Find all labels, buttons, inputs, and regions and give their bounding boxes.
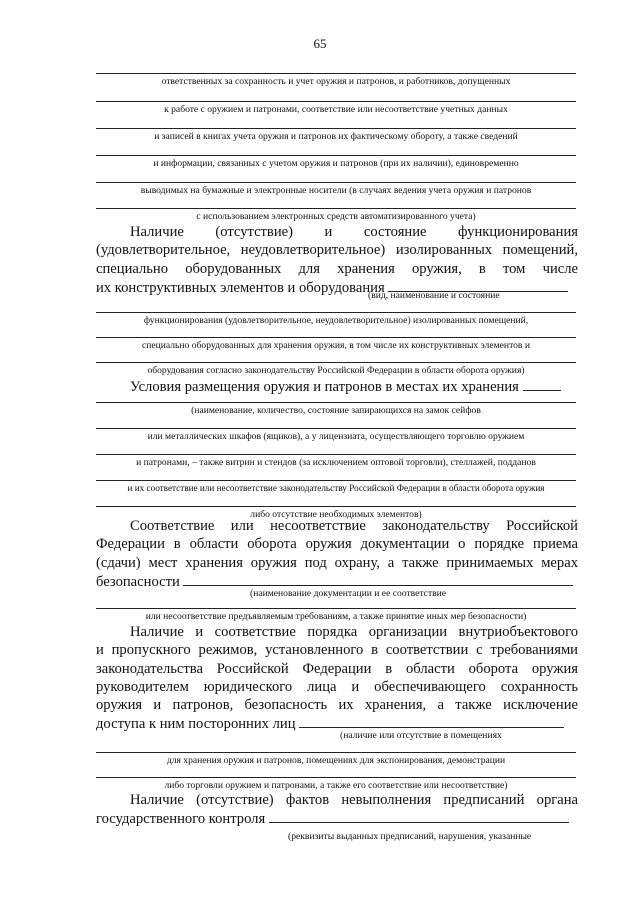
section-paragraph bbox=[96, 377, 578, 396]
blank-line bbox=[96, 73, 576, 74]
section-paragraph bbox=[96, 623, 578, 734]
field-caption: (вид, наименование и состояние bbox=[368, 290, 500, 301]
section-paragraph bbox=[96, 791, 578, 829]
paragraph-line: руководителем юридического лица и обеспечивающего сохранность bbox=[96, 678, 578, 695]
blank-line bbox=[96, 312, 576, 313]
field-caption: либо отсутствие необходимых элементов) bbox=[250, 509, 422, 520]
paragraph-line-text: государственного контроля bbox=[96, 811, 266, 828]
field-caption: и записей в книгах учета оружия и патронов их фактическому обороту, а также сведений bbox=[154, 131, 518, 142]
paragraph-line: Федерации в области оборота оружия документации о порядке приема bbox=[96, 536, 578, 553]
field-caption: (наличие или отсутствие в помещениях bbox=[340, 730, 502, 741]
fill-in-line bbox=[299, 714, 564, 728]
field-caption: оборудования согласно законодательству Российской Федерации в области оборота оружия) bbox=[147, 365, 525, 376]
blank-line bbox=[96, 337, 576, 338]
blank-line bbox=[96, 155, 576, 156]
blank-line bbox=[96, 608, 576, 609]
paragraph-line: и пропускного режимов, установленного в соответствии с требованиями bbox=[96, 642, 578, 659]
field-caption: либо торговли оружием и патронами, а также его соответствие или несоответствие) bbox=[164, 780, 508, 791]
paragraph-line-text: их конструктивных элементов и оборудования bbox=[96, 279, 385, 296]
field-caption: к работе с оружием и патронами, соответствие или несоответствие учетных данных bbox=[164, 104, 508, 115]
paragraph-line bbox=[96, 714, 578, 733]
section-paragraph bbox=[96, 223, 578, 297]
field-caption: и их соответствие или несоответствие законодательству Российской Федерации в области оборота оружия bbox=[127, 483, 545, 493]
page-number: 65 bbox=[313, 36, 327, 51]
blank-line bbox=[96, 362, 576, 363]
field-caption: с использованием электронных средств автоматизированного учета) bbox=[196, 211, 476, 222]
field-caption: и информации, связанных с учетом оружия и патронов (при их наличии), единовременно bbox=[153, 158, 519, 169]
paragraph-line: законодательства Российской Федерации в области оборота оружия bbox=[96, 660, 578, 677]
blank-line bbox=[96, 128, 576, 129]
paragraph-line: (сдачи) мест хранения оружия под охрану, а также принимаемых мерах bbox=[96, 554, 578, 571]
blank-line bbox=[96, 454, 576, 455]
blank-line bbox=[96, 402, 576, 403]
paragraph-line: специально оборудованных для хранения оружия, в том числе bbox=[96, 260, 578, 277]
paragraph-line-text: безопасности bbox=[96, 573, 180, 590]
paragraph-line: Наличие (отсутствие) и состояние функционирования bbox=[130, 224, 578, 240]
field-caption: (наименование документации и ее соответствие bbox=[250, 588, 447, 599]
blank-line bbox=[96, 480, 576, 481]
field-caption: или несоответствие предъявляемым требованиям, а также принятие иных мер безопасности) bbox=[145, 611, 527, 622]
section-paragraph bbox=[96, 517, 578, 591]
blank-line bbox=[96, 777, 576, 778]
field-caption: функционирования (удовлетворительное, неудовлетворительное) изолированных помещений, bbox=[143, 315, 529, 326]
paragraph-line bbox=[96, 278, 578, 297]
paragraph-line-text: Условия размещения оружия и патронов в местах их хранения bbox=[130, 379, 519, 395]
paragraph-line-text: доступа к ним посторонних лиц bbox=[96, 716, 296, 733]
blank-line bbox=[96, 182, 576, 183]
blank-line bbox=[96, 101, 576, 102]
blank-line bbox=[96, 506, 576, 507]
paragraph-line: Наличие и соответствие порядка организации внутриобъектового bbox=[130, 624, 578, 640]
blank-line bbox=[96, 752, 576, 753]
field-caption: или металлических шкафов (ящиков), а у лицензиата, осуществляющего торговлю оружием bbox=[147, 431, 525, 442]
paragraph-line: Соответствие или несоответствие законодательству Российской bbox=[130, 518, 578, 534]
field-caption: выводимых на бумажные и электронные носители (в случаях ведения учета оружия и патронов bbox=[140, 185, 532, 196]
field-caption: специально оборудованных для хранения оружия, в том числе их конструктивных элементов и bbox=[141, 340, 530, 351]
paragraph-line bbox=[96, 377, 578, 396]
paragraph-line: оружия и патронов, безопасность их хранения, а также исключение bbox=[96, 697, 578, 714]
fill-in-line bbox=[269, 809, 569, 823]
field-caption: для хранения оружия и патронов, помещениях для экспонирования, демонстрации bbox=[166, 755, 506, 766]
field-caption: (реквизиты выданных предписаний, нарушения, указанные bbox=[288, 831, 532, 842]
blank-line bbox=[96, 428, 576, 429]
paragraph-line: Наличие (отсутствие) фактов невыполнения предписаний органа bbox=[130, 792, 578, 808]
field-caption: (наименование, количество, состояние запирающихся на замок сейфов bbox=[191, 405, 481, 416]
field-caption: ответственных за сохранность и учет оружия и патронов, и работников, допущенных bbox=[161, 76, 511, 87]
paragraph-line: (удовлетворительное, неудовлетворительное) изолированных помещений, bbox=[96, 242, 578, 259]
field-caption: и патронами, – также витрин и стендов (за исключением оптовой торговли), стеллажей, подданов bbox=[136, 457, 536, 468]
fill-in-line bbox=[183, 572, 573, 586]
blank-line bbox=[96, 208, 576, 209]
fill-in-line bbox=[523, 377, 561, 391]
paragraph-line bbox=[96, 809, 578, 828]
